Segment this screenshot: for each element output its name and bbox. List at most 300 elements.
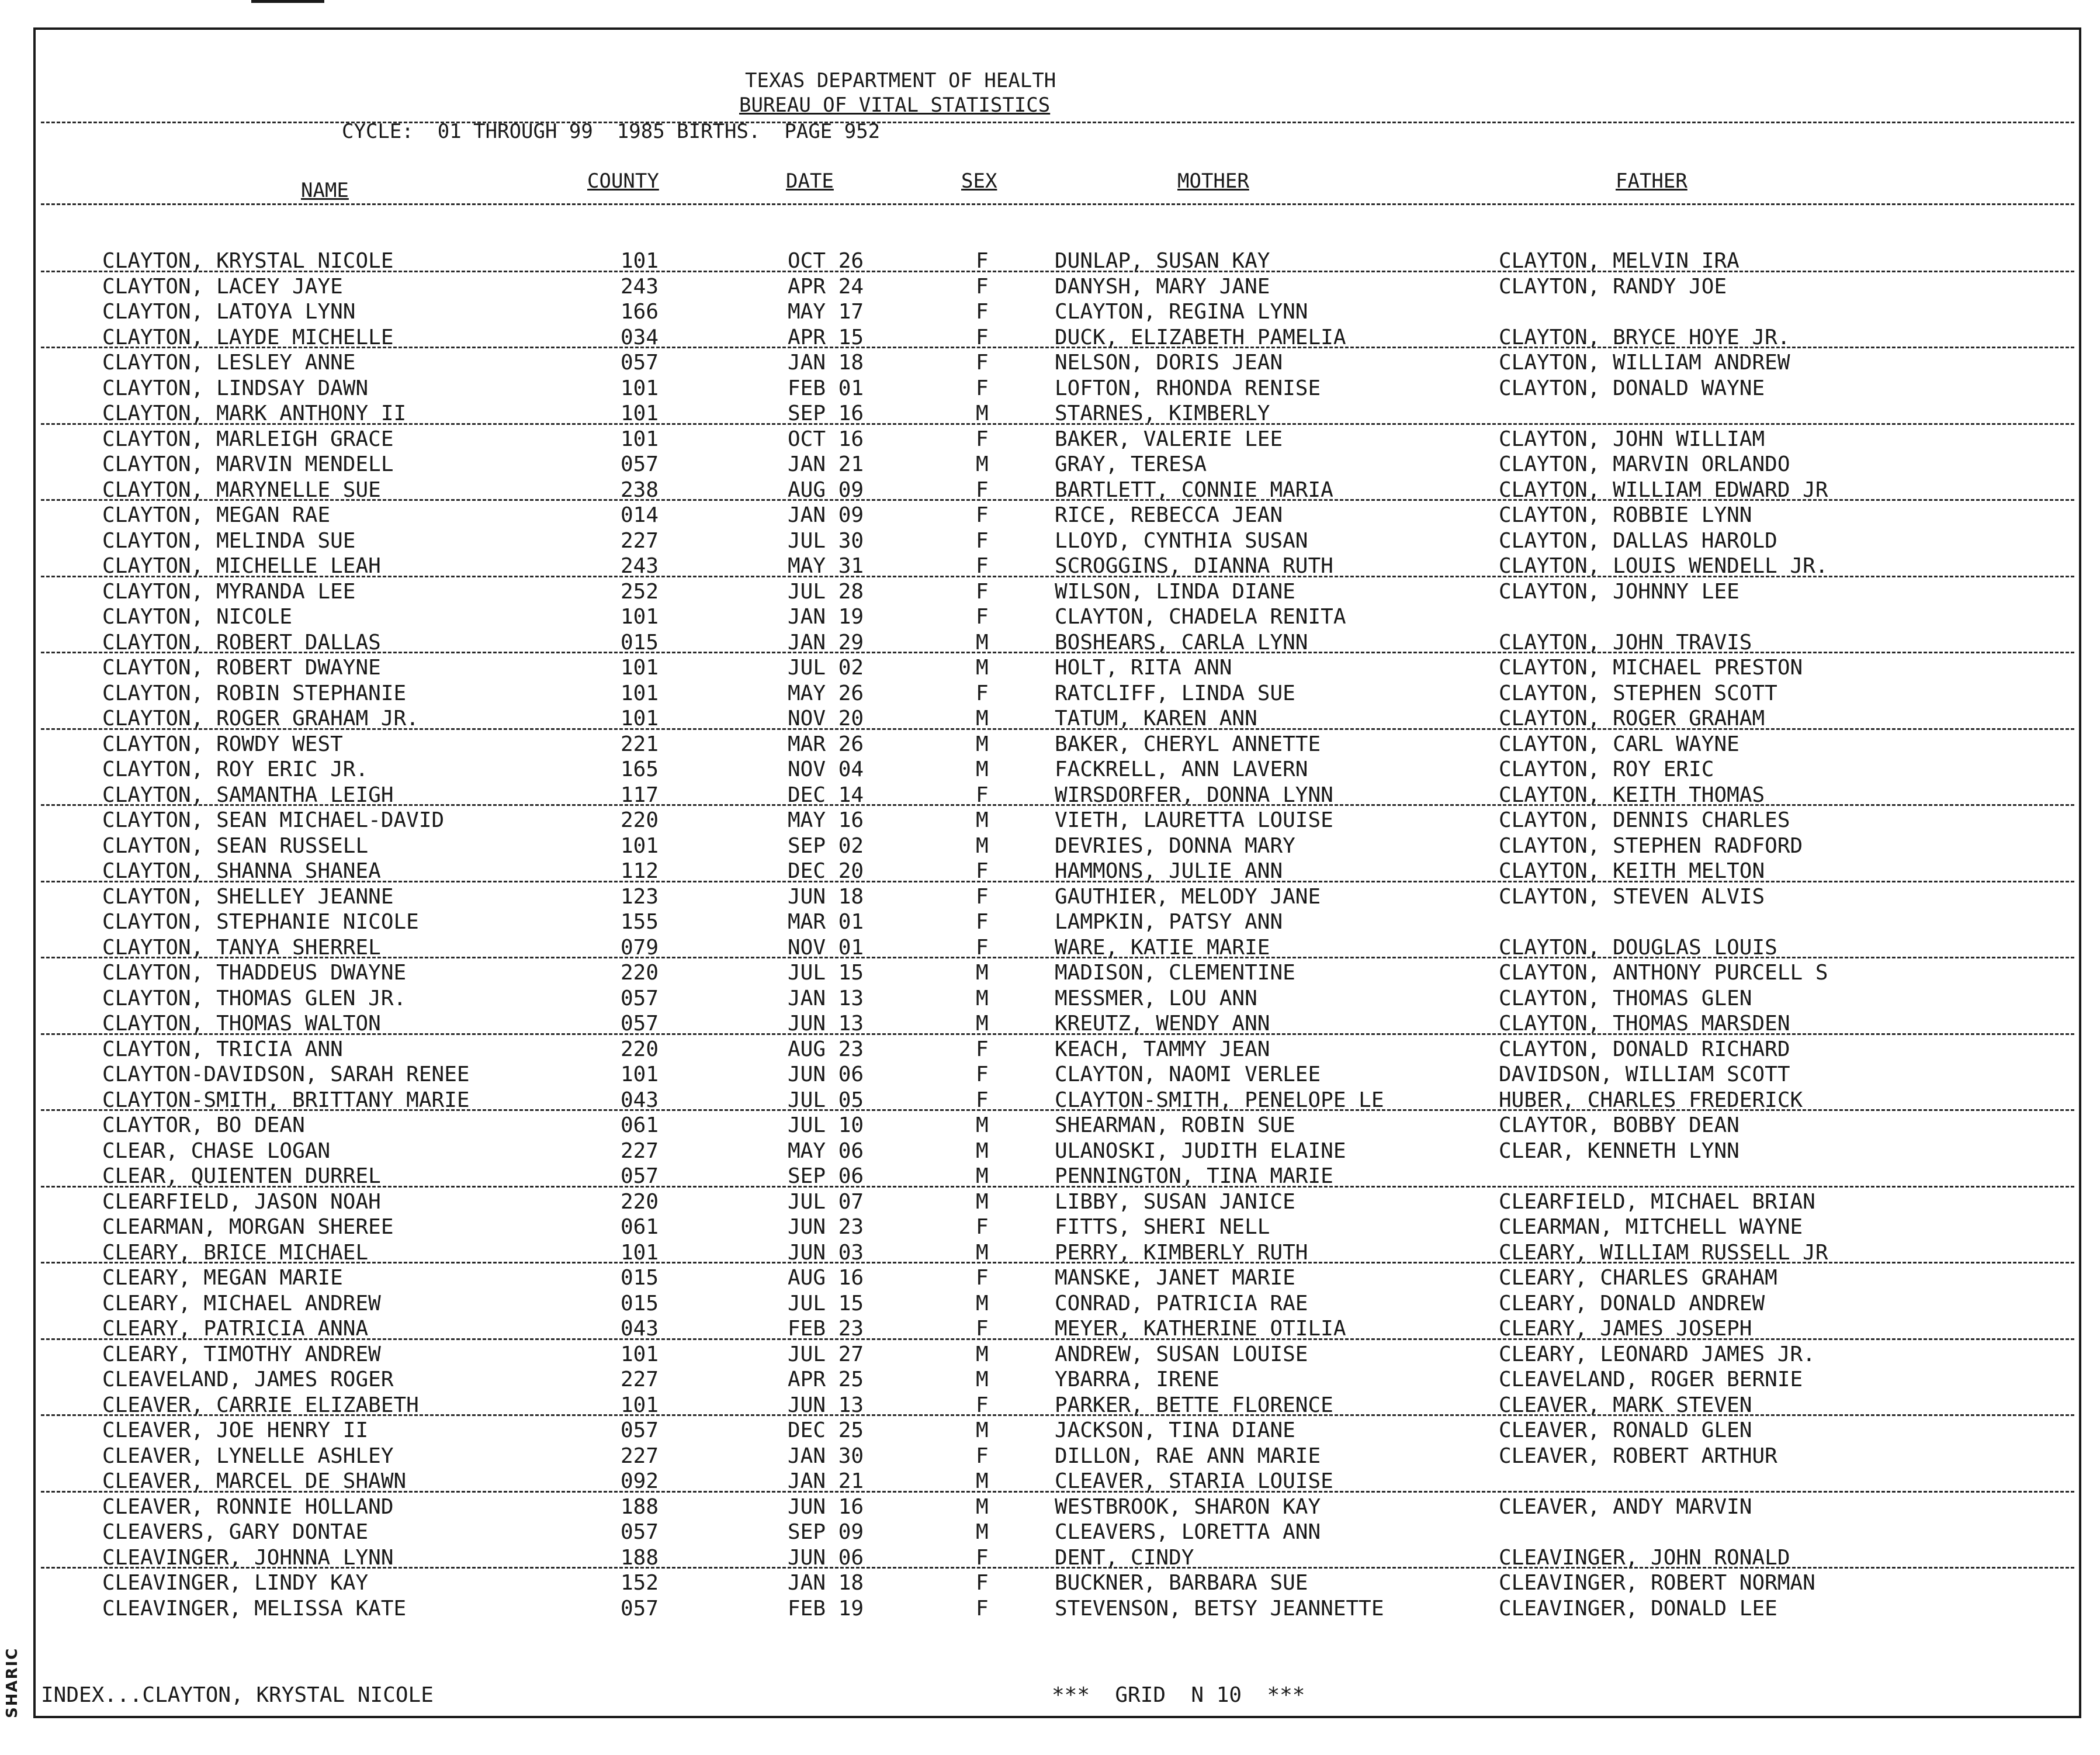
record-mother: CLAYTON, NAOMI VERLEE <box>1055 1062 1321 1086</box>
record-county: 101 <box>621 1393 659 1417</box>
record-mother: CLAYTON, REGINA LYNN <box>1055 300 1308 324</box>
record-date: SEP 16 <box>788 401 864 425</box>
record-name: CLAYTON, SAMANTHA LEIGH <box>102 783 394 807</box>
record-county: 092 <box>621 1469 659 1493</box>
record-sex: F <box>976 1088 989 1112</box>
record-county: 112 <box>621 859 659 883</box>
record-county: 152 <box>621 1571 659 1595</box>
record-county: 166 <box>621 300 659 324</box>
record-county: 015 <box>621 630 659 655</box>
record-name: CLAYTON, MELINDA SUE <box>102 528 356 553</box>
record-county: 101 <box>621 401 659 425</box>
record-date: JUN 16 <box>788 1494 864 1519</box>
mother-column <box>1055 248 1384 1621</box>
record-name: CLEAVER, RONNIE HOLLAND <box>102 1494 394 1519</box>
record-sex: M <box>976 1113 989 1137</box>
record-mother: DILLON, RAE ANN MARIE <box>1055 1444 1321 1468</box>
record-name: CLAYTON, MICHELLE LEAH <box>102 554 381 578</box>
record-father: CLAYTON, MELVIN IRA <box>1499 249 1739 273</box>
record-date: NOV 20 <box>788 707 864 731</box>
record-county: 243 <box>621 554 659 578</box>
record-county: 221 <box>621 732 659 756</box>
record-mother: JACKSON, TINA DIANE <box>1055 1418 1295 1442</box>
record-county: 015 <box>621 1291 659 1316</box>
record-mother: RICE, REBECCA JEAN <box>1055 503 1283 527</box>
record-father: CLEARFIELD, MICHAEL BRIAN <box>1499 1189 1815 1214</box>
record-name: CLEAVERS, GARY DONTAE <box>102 1520 369 1544</box>
record-father: CLAYTON, KEITH MELTON <box>1499 859 1765 883</box>
record-sex: M <box>976 1520 989 1544</box>
record-name: CLAYTON, NICOLE <box>102 605 293 629</box>
record-name: CLEAVER, MARCEL DE SHAWN <box>102 1469 407 1493</box>
record-sex: F <box>976 859 989 883</box>
record-date: JUL 28 <box>788 579 864 604</box>
record-date: JAN 30 <box>788 1444 864 1468</box>
record-date: DEC 20 <box>788 859 864 883</box>
record-father: CLAYTON, JOHN WILLIAM <box>1499 427 1765 451</box>
record-county: 101 <box>621 249 659 273</box>
record-father: CLAYTON, MICHAEL PRESTON <box>1499 656 1803 680</box>
record-father <box>1499 604 1828 630</box>
record-date: APR 25 <box>788 1368 864 1391</box>
record-mother: BUCKNER, BARBARA SUE <box>1055 1571 1308 1595</box>
record-father: CLAYTON, CARL WAYNE <box>1499 732 1739 756</box>
record-mother: MESSMER, LOU ANN <box>1055 986 1257 1010</box>
record-father: CLEARY, WILLIAM RUSSELL JR <box>1499 1240 1828 1265</box>
record-date: AUG 23 <box>788 1037 864 1061</box>
grid-line: *** GRID N 10 *** <box>1052 1683 1305 1707</box>
record-date: JAN 09 <box>788 503 864 527</box>
father-column <box>1499 248 1828 1621</box>
record-date: JAN 18 <box>788 1571 864 1595</box>
record-county: 061 <box>621 1215 659 1239</box>
record-sex: M <box>976 1494 989 1519</box>
record-sex: F <box>976 579 989 604</box>
record-mother: STEVENSON, BETSY JEANNETTE <box>1055 1596 1384 1621</box>
record-sex: F <box>976 249 989 273</box>
record-county: 227 <box>621 1368 659 1391</box>
record-father: CLAYTON, THOMAS MARSDEN <box>1499 1012 1790 1036</box>
record-county: 101 <box>621 707 659 731</box>
record-date: JUN 13 <box>788 1012 864 1036</box>
record-name: CLAYTON, LESLEY ANNE <box>102 351 356 375</box>
record-sex: F <box>976 1545 989 1570</box>
record-sex: F <box>976 274 989 299</box>
record-father: CLEARY, DONALD ANDREW <box>1499 1291 1765 1316</box>
record-mother: CLEAVERS, LORETTA ANN <box>1055 1520 1321 1544</box>
record-name: CLAYTON, SHELLEY JEANNE <box>102 884 394 909</box>
record-date: SEP 02 <box>788 833 864 858</box>
record-name: CLEAVER, LYNELLE ASHLEY <box>102 1444 394 1468</box>
record-name: CLAYTON, SEAN MICHAEL-DAVID <box>102 808 445 832</box>
record-name: CLAYTON, TRICIA ANN <box>102 1037 343 1061</box>
record-name: CLEARFIELD, JASON NOAH <box>102 1189 381 1214</box>
record-father: CLEARY, CHARLES GRAHAM <box>1499 1266 1777 1290</box>
record-mother: LOFTON, RHONDA RENISE <box>1055 376 1321 400</box>
record-name: CLEARY, MEGAN MARIE <box>102 1266 343 1290</box>
record-name: CLEAVINGER, JOHNNA LYNN <box>102 1545 394 1570</box>
record-sex: F <box>976 783 989 807</box>
record-father <box>1499 299 1828 325</box>
record-date: JUL 30 <box>788 528 864 553</box>
record-sex: F <box>976 503 989 527</box>
record-father: CLAYTON, STEPHEN RADFORD <box>1499 833 1803 858</box>
column-header-name: NAME <box>301 179 349 202</box>
record-sex: M <box>976 401 989 425</box>
record-county: 057 <box>621 1164 659 1188</box>
record-sex: M <box>976 1418 989 1442</box>
record-father: CLAYTON, ANTHONY PURCELL S <box>1499 961 1828 985</box>
record-date: FEB 01 <box>788 376 864 400</box>
record-mother: MADISON, CLEMENTINE <box>1055 961 1295 985</box>
record-date: MAY 26 <box>788 681 864 705</box>
record-date: JUN 23 <box>788 1215 864 1239</box>
record-name: CLAYTON, LAYDE MICHELLE <box>102 325 394 349</box>
record-mother: STARNES, KIMBERLY <box>1055 401 1270 425</box>
record-date: JUN 03 <box>788 1240 864 1265</box>
record-sex: M <box>976 1164 989 1188</box>
record-date: MAY 31 <box>788 554 864 578</box>
record-sex: F <box>976 376 989 400</box>
record-father: CLEARY, JAMES JOSEPH <box>1499 1317 1752 1341</box>
record-date: JAN 29 <box>788 630 864 655</box>
record-mother: BAKER, CHERYL ANNETTE <box>1055 732 1321 756</box>
record-mother: SCROGGINS, DIANNA RUTH <box>1055 554 1333 578</box>
record-name: CLAYTON, ROBERT DALLAS <box>102 630 381 655</box>
record-date: SEP 06 <box>788 1164 864 1188</box>
record-county: 101 <box>621 681 659 705</box>
record-sex: M <box>976 961 989 985</box>
record-father: CLAYTON, JOHN TRAVIS <box>1499 630 1752 655</box>
record-county: 238 <box>621 477 659 502</box>
record-father <box>1499 401 1828 427</box>
record-mother: LLOYD, CYNTHIA SUSAN <box>1055 528 1308 553</box>
cycle-line: CYCLE: 01 THROUGH 99 1985 BIRTHS. PAGE 952 <box>342 120 881 143</box>
record-date: JUN 06 <box>788 1062 864 1086</box>
record-sex: F <box>976 1317 989 1341</box>
record-name: CLEARY, PATRICIA ANNA <box>102 1317 369 1341</box>
record-name: CLEAR, CHASE LOGAN <box>102 1138 331 1163</box>
record-mother: BAKER, VALERIE LEE <box>1055 427 1283 451</box>
record-county: 220 <box>621 961 659 985</box>
record-sex: F <box>976 300 989 324</box>
record-sex: M <box>976 1342 989 1366</box>
record-county: 043 <box>621 1317 659 1341</box>
record-mother: MEYER, KATHERINE OTILIA <box>1055 1317 1346 1341</box>
record-mother: DANYSH, MARY JANE <box>1055 274 1270 299</box>
index-line: INDEX...CLAYTON, KRYSTAL NICOLE <box>41 1683 434 1707</box>
record-father: CLAYTON, STEPHEN SCOTT <box>1499 681 1777 705</box>
record-mother: WILSON, LINDA DIANE <box>1055 579 1295 604</box>
record-father: CLEAVER, RONALD GLEN <box>1499 1418 1752 1442</box>
date-column <box>788 248 864 1621</box>
record-mother: MANSKE, JANET MARIE <box>1055 1266 1295 1290</box>
record-name: CLAYTON, THOMAS WALTON <box>102 1012 381 1036</box>
record-father <box>1499 909 1828 935</box>
county-column <box>621 248 659 1621</box>
record-sex: F <box>976 528 989 553</box>
record-mother: ULANOSKI, JUDITH ELAINE <box>1055 1138 1346 1163</box>
record-county: 227 <box>621 528 659 553</box>
record-county: 243 <box>621 274 659 299</box>
record-father: CLAYTON, DOUGLAS LOUIS <box>1499 935 1777 960</box>
record-name: CLAYTON, LACEY JAYE <box>102 274 343 299</box>
record-sex: F <box>976 554 989 578</box>
record-county: 014 <box>621 503 659 527</box>
record-mother: GAUTHIER, MELODY JANE <box>1055 884 1321 909</box>
record-date: SEP 09 <box>788 1520 864 1544</box>
record-date: NOV 01 <box>788 935 864 960</box>
record-mother: LAMPKIN, PATSY ANN <box>1055 910 1283 934</box>
record-mother: TATUM, KAREN ANN <box>1055 707 1257 731</box>
record-mother: WESTBROOK, SHARON KAY <box>1055 1494 1321 1519</box>
record-county: 057 <box>621 351 659 375</box>
record-sex: F <box>976 325 989 349</box>
record-father: CLAYTON, BRYCE HOYE JR. <box>1499 325 1790 349</box>
record-name: CLEARY, BRICE MICHAEL <box>102 1240 369 1265</box>
record-name: CLAYTON, SEAN RUSSELL <box>102 833 369 858</box>
record-father: CLEAVER, ROBERT ARTHUR <box>1499 1444 1777 1468</box>
record-sex: M <box>976 808 989 832</box>
record-name: CLAYTON, TANYA SHERREL <box>102 935 381 960</box>
record-date: JUL 10 <box>788 1113 864 1137</box>
record-mother: CONRAD, PATRICIA RAE <box>1055 1291 1308 1316</box>
record-date: OCT 26 <box>788 249 864 273</box>
record-sex: M <box>976 452 989 476</box>
record-sex: M <box>976 1368 989 1391</box>
record-father: CLAYTON, LOUIS WENDELL JR. <box>1499 554 1828 578</box>
record-father <box>1499 1164 1828 1189</box>
record-sex: F <box>976 1596 989 1621</box>
record-date: DEC 25 <box>788 1418 864 1442</box>
record-mother: BOSHEARS, CARLA LYNN <box>1055 630 1308 655</box>
record-date: MAR 26 <box>788 732 864 756</box>
record-name: CLAYTON, ROBERT DWAYNE <box>102 656 381 680</box>
record-date: MAY 06 <box>788 1138 864 1163</box>
record-father: CLAYTON, DONALD WAYNE <box>1499 376 1765 400</box>
record-name: CLEARMAN, MORGAN SHEREE <box>102 1215 394 1239</box>
record-mother: PENNINGTON, TINA MARIE <box>1055 1164 1333 1188</box>
record-date: MAY 16 <box>788 808 864 832</box>
record-name: CLAYTON, MARK ANTHONY II <box>102 401 407 425</box>
record-date: JUL 15 <box>788 1291 864 1316</box>
record-county: 057 <box>621 1418 659 1442</box>
record-mother: FACKRELL, ANN LAVERN <box>1055 757 1308 781</box>
record-sex: M <box>976 833 989 858</box>
record-date: JAN 18 <box>788 351 864 375</box>
record-name: CLAYTON, ROY ERIC JR. <box>102 757 369 781</box>
record-mother: WIRSDORFER, DONNA LYNN <box>1055 783 1333 807</box>
record-date: MAY 17 <box>788 300 864 324</box>
record-name: CLAYTON, MEGAN RAE <box>102 503 331 527</box>
record-father: CLEAR, KENNETH LYNN <box>1499 1138 1739 1163</box>
record-sex: M <box>976 707 989 731</box>
record-mother: WARE, KATIE MARIE <box>1055 935 1270 960</box>
record-father: CLAYTON, DONALD RICHARD <box>1499 1037 1790 1061</box>
record-date: JUN 18 <box>788 884 864 909</box>
record-father: CLEAVINGER, ROBERT NORMAN <box>1499 1571 1815 1595</box>
record-father: CLAYTON, DENNIS CHARLES <box>1499 808 1790 832</box>
record-date: FEB 23 <box>788 1317 864 1341</box>
record-date: AUG 09 <box>788 477 864 502</box>
column-header-sex: SEX <box>961 169 997 193</box>
record-date: JUL 05 <box>788 1088 864 1112</box>
record-sex: F <box>976 477 989 502</box>
record-mother: KEACH, TAMMY JEAN <box>1055 1037 1270 1061</box>
record-sex: M <box>976 656 989 680</box>
record-county: 117 <box>621 783 659 807</box>
record-father: CLAYTON, MARVIN ORLANDO <box>1499 452 1790 476</box>
record-county: 034 <box>621 325 659 349</box>
record-date: APR 24 <box>788 274 864 299</box>
record-county: 101 <box>621 376 659 400</box>
record-date: JAN 21 <box>788 452 864 476</box>
record-sex: F <box>976 1037 989 1061</box>
record-county: 188 <box>621 1494 659 1519</box>
record-sex: F <box>976 884 989 909</box>
record-mother: VIETH, LAURETTA LOUISE <box>1055 808 1333 832</box>
record-father: CLAYTON, KEITH THOMAS <box>1499 783 1765 807</box>
record-date: MAR 01 <box>788 910 864 934</box>
record-county: 101 <box>621 656 659 680</box>
record-mother: CLAYTON-SMITH, PENELOPE LE <box>1055 1088 1384 1112</box>
record-county: 220 <box>621 1037 659 1061</box>
record-mother: CLEAVER, STARIA LOUISE <box>1055 1469 1333 1493</box>
record-sex: F <box>976 935 989 960</box>
record-name: CLAYTON, MARVIN MENDELL <box>102 452 394 476</box>
record-father: CLAYTON, WILLIAM EDWARD JR <box>1499 477 1828 502</box>
record-date: OCT 16 <box>788 427 864 451</box>
record-name: CLEAVER, CARRIE ELIZABETH <box>102 1393 419 1417</box>
record-date: FEB 19 <box>788 1596 864 1621</box>
record-county: 015 <box>621 1266 659 1290</box>
record-father: CLEARMAN, MITCHELL WAYNE <box>1499 1215 1803 1239</box>
record-sex: M <box>976 1138 989 1163</box>
record-father: CLAYTON, STEVEN ALVIS <box>1499 884 1765 909</box>
record-sex: F <box>976 681 989 705</box>
record-name: CLEAVER, JOE HENRY II <box>102 1418 369 1442</box>
record-county: 061 <box>621 1113 659 1137</box>
record-name: CLAYTON, KRYSTAL NICOLE <box>102 249 394 273</box>
record-mother: DEVRIES, DONNA MARY <box>1055 833 1295 858</box>
record-county: 220 <box>621 808 659 832</box>
record-county: 123 <box>621 884 659 909</box>
top-edge-mark <box>251 0 324 3</box>
record-mother: GRAY, TERESA <box>1055 452 1207 476</box>
record-father: CLAYTON, RANDY JOE <box>1499 274 1727 299</box>
column-header-mother: MOTHER <box>1177 169 1249 193</box>
record-date: AUG 16 <box>788 1266 864 1290</box>
record-name: CLAYTON, STEPHANIE NICOLE <box>102 910 419 934</box>
record-county: 101 <box>621 1062 659 1086</box>
record-county: 188 <box>621 1545 659 1570</box>
record-name: CLAYTOR, BO DEAN <box>102 1113 305 1137</box>
record-father: CLEARY, LEONARD JAMES JR. <box>1499 1342 1815 1366</box>
record-father: CLEAVINGER, JOHN RONALD <box>1499 1545 1790 1570</box>
record-mother: YBARRA, IRENE <box>1055 1368 1219 1391</box>
record-mother: SHEARMAN, ROBIN SUE <box>1055 1113 1295 1137</box>
record-county: 101 <box>621 427 659 451</box>
record-date: JUL 27 <box>788 1342 864 1366</box>
record-father: CLEAVELAND, ROGER BERNIE <box>1499 1368 1803 1391</box>
record-name: CLAYTON, ROBIN STEPHANIE <box>102 681 407 705</box>
record-mother: PERRY, KIMBERLY RUTH <box>1055 1240 1308 1265</box>
record-mother: LIBBY, SUSAN JANICE <box>1055 1189 1295 1214</box>
record-county: 057 <box>621 986 659 1010</box>
record-county: 101 <box>621 833 659 858</box>
record-father: CLEAVER, ANDY MARVIN <box>1499 1494 1752 1519</box>
record-county: 155 <box>621 910 659 934</box>
record-county: 057 <box>621 1012 659 1036</box>
record-mother: BARTLETT, CONNIE MARIA <box>1055 477 1333 502</box>
record-sex: F <box>976 1393 989 1417</box>
record-sex: M <box>976 1469 989 1493</box>
record-date: JUL 02 <box>788 656 864 680</box>
record-name: CLAYTON, THADDEUS DWAYNE <box>102 961 407 985</box>
record-father: DAVIDSON, WILLIAM SCOTT <box>1499 1062 1790 1086</box>
column-header-date: DATE <box>786 169 834 193</box>
record-father: CLAYTON, WILLIAM ANDREW <box>1499 351 1790 375</box>
record-mother: RATCLIFF, LINDA SUE <box>1055 681 1295 705</box>
record-county: 220 <box>621 1189 659 1214</box>
record-sex: M <box>976 1012 989 1036</box>
record-sex: M <box>976 757 989 781</box>
record-name: CLEAVINGER, MELISSA KATE <box>102 1596 407 1621</box>
record-name: CLAYTON, MARLEIGH GRACE <box>102 427 394 451</box>
record-date: JUN 13 <box>788 1393 864 1417</box>
record-mother: DENT, CINDY <box>1055 1545 1194 1570</box>
record-name: CLAYTON, THOMAS GLEN JR. <box>102 986 407 1010</box>
record-sex: F <box>976 910 989 934</box>
record-mother: PARKER, BETTE FLORENCE <box>1055 1393 1333 1417</box>
column-header-father: FATHER <box>1616 169 1687 193</box>
name-column <box>102 248 470 1621</box>
record-county: 057 <box>621 452 659 476</box>
record-date: JUN 06 <box>788 1545 864 1570</box>
record-father: HUBER, CHARLES FREDERICK <box>1499 1088 1803 1112</box>
record-county: 057 <box>621 1596 659 1621</box>
record-father: CLAYTON, ROGER GRAHAM <box>1499 707 1765 731</box>
record-sex: F <box>976 1571 989 1595</box>
record-father: CLEAVER, MARK STEVEN <box>1499 1393 1752 1417</box>
record-sex: F <box>976 1215 989 1239</box>
record-county: 043 <box>621 1088 659 1112</box>
record-date: JAN 13 <box>788 986 864 1010</box>
record-name: CLAYTON, MYRANDA LEE <box>102 579 356 604</box>
record-county: 101 <box>621 1240 659 1265</box>
record-father: CLAYTON, JOHNNY LEE <box>1499 579 1739 604</box>
record-county: 101 <box>621 605 659 629</box>
record-mother: DUCK, ELIZABETH PAMELIA <box>1055 325 1346 349</box>
record-sex: M <box>976 1240 989 1265</box>
record-county: 057 <box>621 1520 659 1544</box>
record-name: CLAYTON, MARYNELLE SUE <box>102 477 381 502</box>
record-name: CLAYTON, ROWDY WEST <box>102 732 343 756</box>
record-sex: F <box>976 351 989 375</box>
record-father: CLEAVINGER, DONALD LEE <box>1499 1596 1777 1621</box>
record-name: CLEAR, QUIENTEN DURREL <box>102 1164 381 1188</box>
record-county: 079 <box>621 935 659 960</box>
record-mother: CLAYTON, CHADELA RENITA <box>1055 605 1346 629</box>
side-label: SHARIC <box>4 1647 21 1718</box>
record-name: CLAYTON-DAVIDSON, SARAH RENEE <box>102 1062 470 1086</box>
record-name: CLAYTON, LINDSAY DAWN <box>102 376 369 400</box>
column-header-county: COUNTY <box>587 169 659 193</box>
record-mother: DUNLAP, SUSAN KAY <box>1055 249 1270 273</box>
record-name: CLEARY, MICHAEL ANDREW <box>102 1291 381 1316</box>
record-sex: F <box>976 605 989 629</box>
record-county: 227 <box>621 1138 659 1163</box>
